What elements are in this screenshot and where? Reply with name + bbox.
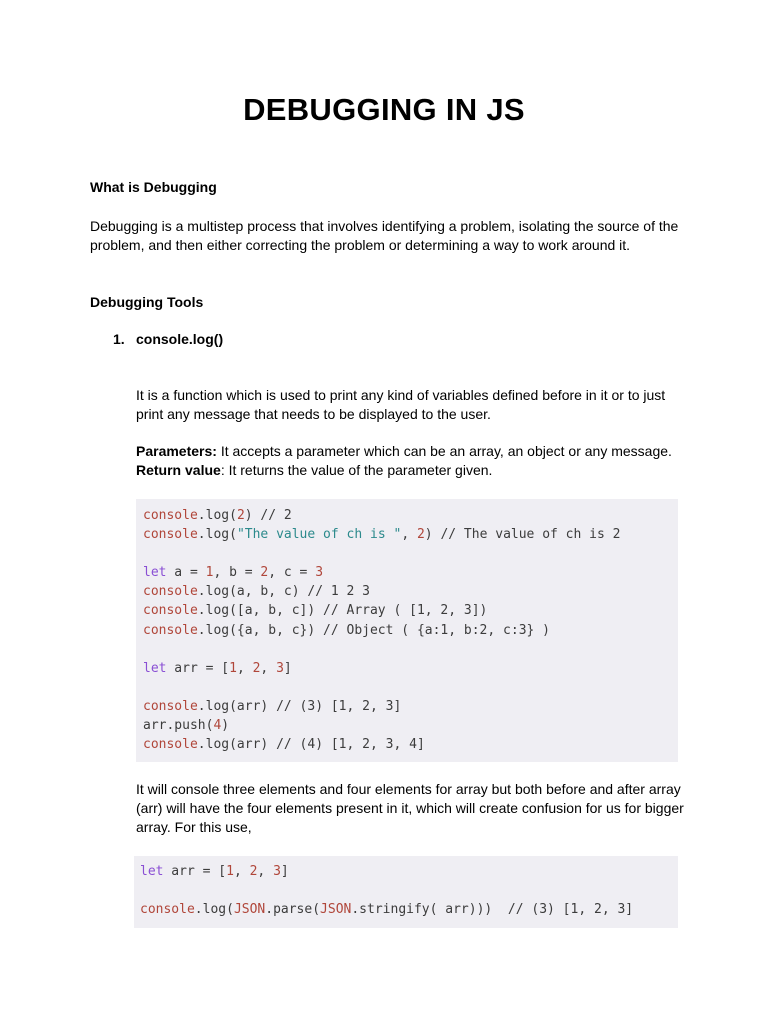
code-token: arr = [ [163, 864, 227, 879]
code-line [143, 544, 678, 563]
code-block-console-log-examples [136, 499, 678, 762]
code-token: 3 [276, 660, 284, 676]
code-line [143, 659, 678, 678]
code-token: arr = [ [166, 660, 230, 676]
paragraph-line: array. For this use, [136, 819, 252, 835]
code-token: 4 [213, 718, 222, 734]
code-token: , b = [213, 565, 261, 581]
code-token: 1 [205, 565, 214, 581]
code-token: .log( [197, 527, 237, 543]
code-token: ] [283, 660, 292, 676]
code-token: console [143, 737, 198, 753]
code-token: 2 [236, 508, 245, 523]
paragraph-line: problem, and then either correcting the problem or determining a way to work around it. [90, 237, 631, 253]
code-line [140, 862, 678, 881]
paragraph-line: (arr) will have the four elements present in it, which will create confusion for us for bigger [136, 800, 684, 816]
code-line [143, 621, 678, 640]
code-token: 2 [252, 660, 261, 676]
code-token: , [401, 527, 417, 543]
code-token: , [233, 864, 250, 879]
list-item-number: 1. [113, 331, 125, 347]
code-token: ) [221, 718, 230, 734]
code-line [143, 506, 678, 525]
code-token: a = [166, 565, 206, 581]
code-line [143, 640, 678, 659]
code-block-json-parse-example [134, 856, 678, 928]
code-line [140, 881, 678, 900]
console-log-description [136, 386, 665, 424]
parameters-line [136, 442, 672, 461]
code-token: .log( [194, 902, 234, 918]
code-token: JSON [320, 902, 352, 918]
parameters-label: Parameters: [136, 443, 217, 459]
code-line [143, 563, 678, 582]
code-token: 1 [229, 660, 237, 676]
code-token: let [140, 864, 164, 879]
code-token: 3 [273, 864, 281, 879]
code-line [143, 735, 678, 754]
return-value-line [136, 461, 672, 480]
code-token: 1 [226, 864, 234, 879]
code-token: .log([a, b, c]) // Array ( [1, 2, 3]) [197, 603, 488, 619]
code-token: , [257, 864, 274, 879]
section-heading-what-is-debugging: What is Debugging [90, 179, 217, 195]
code-line [140, 900, 678, 919]
code-token: 2 [260, 565, 269, 581]
code-line [143, 716, 678, 735]
code-token: 2 [249, 864, 258, 879]
code-line [143, 582, 678, 601]
code-line [143, 525, 678, 544]
code-token: , [260, 660, 277, 676]
code-token: console [143, 622, 198, 638]
code-token: console [143, 698, 198, 714]
code-token: 3 [315, 565, 324, 581]
code-token: "The value of ch is " [236, 527, 402, 543]
list-item-console-log: console.log() [136, 331, 224, 347]
array-explanation-paragraph [136, 780, 684, 837]
code-token: , c = [268, 565, 316, 581]
code-token: arr.push( [143, 718, 214, 734]
paragraph-line: It will console three elements and four elements for array but both before and after array [136, 781, 681, 797]
code-token: JSON [233, 902, 266, 918]
code-token: let [143, 565, 167, 581]
return-value-text: : It returns the value of the parameter given. [220, 462, 493, 478]
return-value-label: Return value [136, 462, 221, 478]
code-token: console [143, 508, 198, 523]
parameters-text: It accepts a parameter which can be an array, an object or any message. [216, 443, 672, 459]
code-line [143, 678, 678, 697]
paragraph-line: print any message that needs to be displayed to the user. [136, 406, 491, 422]
code-token: ) // The value of ch is 2 [424, 527, 621, 543]
code-token: .parse( [265, 902, 321, 918]
code-token: .log(arr) // (3) [1, 2, 3] [197, 698, 402, 714]
paragraph-line: Debugging is a multistep process that involves identifying a problem, isolating the source of the [90, 218, 679, 234]
code-token: console [143, 527, 198, 543]
code-token: , [236, 660, 253, 676]
code-token: console [140, 902, 195, 918]
code-token: console [143, 603, 198, 619]
code-token: .log({a, b, c}) // Object ( {a:1, b:2, c:3} ) [197, 622, 550, 638]
code-line [143, 601, 678, 620]
code-token: console [143, 584, 198, 600]
code-token: .log( [197, 508, 237, 523]
code-token: .log(arr) // (4) [1, 2, 3, 4] [197, 737, 425, 753]
code-token: .stringify( arr))) // (3) [1, 2, 3] [351, 902, 634, 918]
paragraph-line: It is a function which is used to print any kind of variables defined before in it or to just [136, 387, 666, 403]
code-token: 2 [416, 527, 425, 543]
code-token: let [143, 660, 167, 676]
code-token: ) // 2 [244, 508, 292, 523]
parameters-return-block [136, 442, 672, 480]
section-heading-debugging-tools: Debugging Tools [90, 294, 204, 310]
page-title: DEBUGGING IN JS [243, 92, 525, 127]
what-is-debugging-paragraph [90, 217, 678, 255]
code-line [143, 697, 678, 716]
code-token: .log(a, b, c) // 1 2 3 [197, 584, 370, 600]
code-token: ] [280, 864, 289, 879]
